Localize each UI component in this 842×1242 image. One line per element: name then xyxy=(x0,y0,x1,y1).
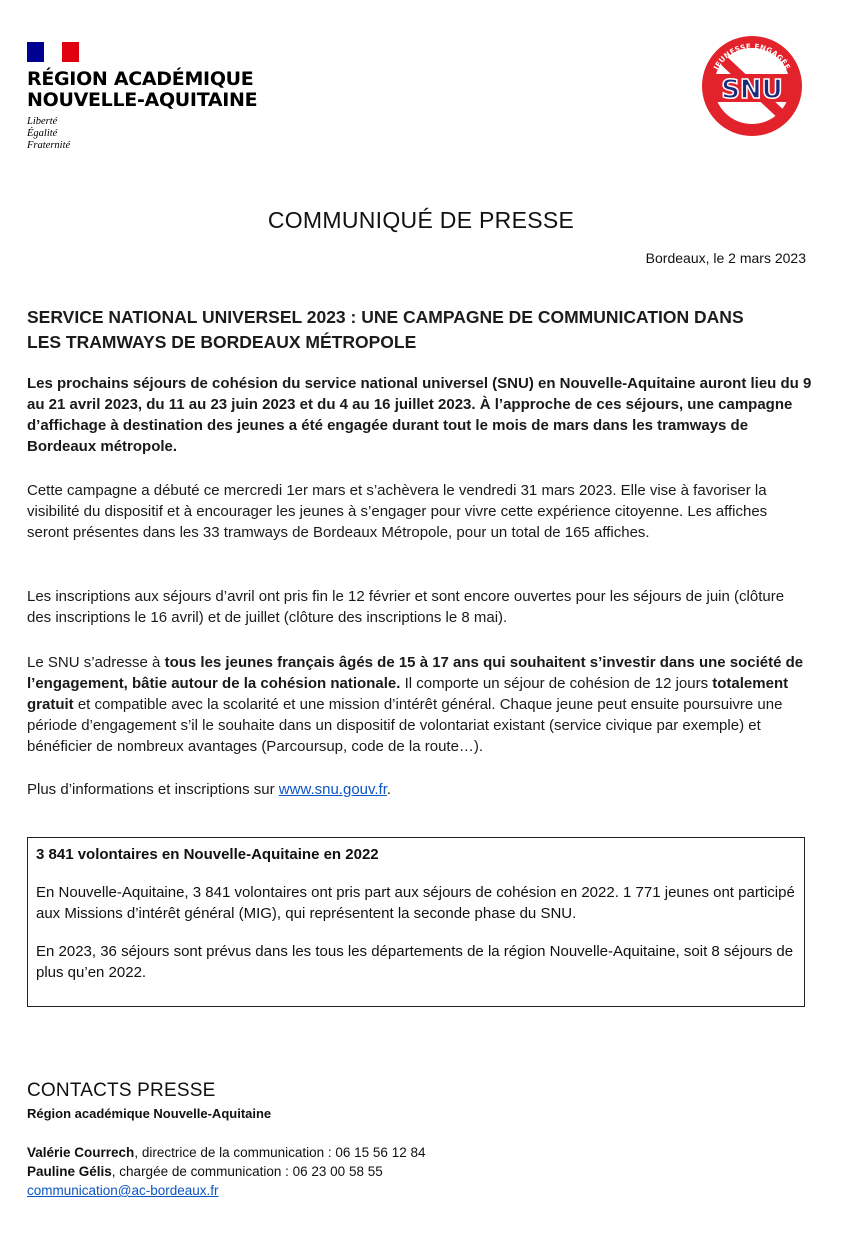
dateline: Bordeaux, le 2 mars 2023 xyxy=(645,250,806,266)
contact-role: , chargée de communication : 06 23 00 58 55 xyxy=(111,1164,383,1179)
french-flag-icon xyxy=(27,42,79,62)
lead-paragraph: Les prochains séjours de cohésion du service national universel (SNU) en Nouvelle-Aquitaine auront lieu du 9 au 21 avril 2023, du 11 au 23 juin 2023 et du 4 au 16 juillet 2023. À l’approche de ces séjours, une campagne d’affichage à destination des jeunes a été engagée durant tout le mois de mars dans les tramways de Bordeaux métropole. xyxy=(27,375,812,455)
contacts-org: Région académique Nouvelle-Aquitaine xyxy=(27,1106,272,1121)
motto-fraternite: Fraternité xyxy=(27,140,71,151)
p4-text-c: Il comporte un séjour de cohésion de 12 jours xyxy=(400,675,713,692)
republic-motto xyxy=(27,116,257,152)
org-name-line1: RÉGION ACADÉMIQUE xyxy=(27,68,254,90)
more-info-suffix: . xyxy=(386,781,392,798)
p4-bold-target: tous les jeunes français âgés de 15 à 17 ans qui souhaitent s’investir dans une société de l’engagement, bâtie autour de la cohésion nationale. xyxy=(27,654,804,692)
stats-box-paragraph-1: En Nouvelle-Aquitaine, 3 841 volontaires ont pris part aux séjours de cohésion en 2022. 1 771 jeunes ont participé aux Missions d’intérêt général (MIG), qui représentent la seconde phase du SNU. xyxy=(36,884,795,922)
headline-line2: LES TRAMWAYS DE BORDEAUX MÉTROPOLE xyxy=(27,332,417,352)
motto-liberte: Liberté xyxy=(27,116,58,127)
snu-logo-icon xyxy=(697,30,807,142)
region-logo xyxy=(27,42,257,152)
stats-box-title: 3 841 volontaires en Nouvelle-Aquitaine en 2022 xyxy=(36,846,379,863)
headline xyxy=(27,305,817,355)
headline-line1: SERVICE NATIONAL UNIVERSEL 2023 : UNE CAMPAGNE DE COMMUNICATION DANS xyxy=(27,307,744,327)
p4-text-e: et compatible avec la scolarité et une mission d’intérêt général. Chaque jeune peut ensuite poursuivre une période d’engagement s’il le souhaite dans un dispositif de volontariat existant (service civique par exemple) et bénéficier de nombreux avantages (Parcoursup, code de la route…). xyxy=(27,696,783,755)
campaign-paragraph: Cette campagne a débuté ce mercredi 1er mars et s’achèvera le vendredi 31 mars 2023. Elle vise à favoriser la visibilité du dispositif et à encourager les jeunes à s’engager pour vivre cette expérience citoyenne. Les affiches seront présentes dans les 33 tramways de Bordeaux Métropole, pour un total de 165 affiches. xyxy=(27,482,768,541)
p4-text-a: Le SNU s’adresse à xyxy=(27,654,165,671)
contacts-title: CONTACTS PRESSE xyxy=(27,1080,216,1101)
contact-name: Valérie Courrech xyxy=(27,1145,135,1160)
svg-text:SNU: SNU xyxy=(721,75,783,105)
contact-email xyxy=(27,1181,219,1200)
contact-name: Pauline Gélis xyxy=(27,1164,112,1179)
page-title: COMMUNIQUÉ DE PRESSE xyxy=(267,207,575,233)
stats-box xyxy=(27,837,805,1007)
motto-egalite: Égalité xyxy=(27,128,58,139)
p4-bold-free: totalement gratuit xyxy=(27,675,789,713)
more-info-prefix: Plus d’informations et inscriptions sur xyxy=(27,781,279,798)
registration-paragraph: Les inscriptions aux séjours d’avril ont pris fin le 12 février et sont encore ouvertes pour les séjours de juin (clôture des inscriptions le 16 avril) et de juillet (clôture des inscriptions le 8 mai). xyxy=(27,588,785,626)
svg-text:JEUNESSE ENGAGÉE: JEUNESSE ENGAGÉE xyxy=(711,41,793,72)
more-info-paragraph xyxy=(27,779,812,800)
org-name-line2: NOUVELLE-AQUITAINE xyxy=(27,89,258,111)
contact-gelis xyxy=(27,1162,383,1181)
snu-description-paragraph xyxy=(27,652,812,757)
snu-website-link[interactable]: www.snu.gouv.fr xyxy=(278,781,387,798)
contact-courrech xyxy=(27,1143,425,1162)
stats-box-paragraph-2: En 2023, 36 séjours sont prévus dans les tous les départements de la région Nouvelle-Aquitaine, soit 8 séjours de plus qu’en 2022. xyxy=(36,943,794,981)
contact-email-link[interactable]: communication@ac-bordeaux.fr xyxy=(27,1183,219,1198)
contact-role: , directrice de la communication : 06 15 56 12 84 xyxy=(134,1145,426,1160)
